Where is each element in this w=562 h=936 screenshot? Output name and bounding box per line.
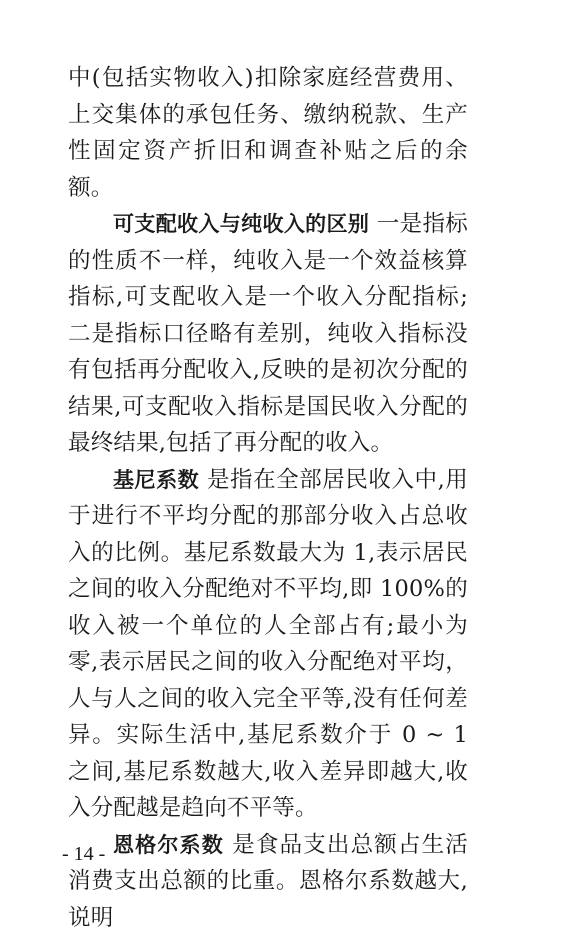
paragraph-text: 是指在全部居民收入中,用于进行不平均分配的那部分收入占总收入的比例。基尼系数最大为 1,表示居民之间的收入分配绝对不平均,即 100%的收入被一个单位的人全部占有;最小为零,表示居民之间的收入分配绝对平均，人与人之间的收入完全平等,没有任何差异。实际生活中,基尼系数介于 0 ~ 1 之间,基尼系数越大,收入差异即越大,收入分配越是趋向不平等。 xyxy=(68,467,468,822)
body-text xyxy=(68,60,468,936)
term-heading: 基尼系数 xyxy=(113,468,199,492)
paragraph-text: 一是指标的性质不一样，纯收入是一个效益核算指标,可支配收入是一个收入分配指标;二是指标口径略有差别，纯收入指标没有包括再分配收入,反映的是初次分配的结果,可支配收入指标是国民收入分配的最终结果,包括了再分配的收入。 xyxy=(68,211,468,456)
paragraph-engel-coefficient xyxy=(68,827,468,936)
term-heading: 可支配收入与纯收入的区别 xyxy=(113,212,369,236)
paragraph-continuation xyxy=(68,60,468,206)
paragraph-gini-coefficient xyxy=(68,462,468,827)
page-number: - 14 - xyxy=(62,842,105,866)
paragraph-text: 是食品支出总额占生活消费支出总额的比重。恩格尔系数越大,说明 xyxy=(68,832,468,931)
term-heading: 恩格尔系数 xyxy=(113,833,224,857)
paragraph-disposable-vs-net-income xyxy=(68,206,468,462)
paragraph-text: 中(包括实物收入)扣除家庭经营费用、上交集体的承包任务、缴纳税款、生产性固定资产折旧和调查补贴之后的余额。 xyxy=(68,65,468,201)
